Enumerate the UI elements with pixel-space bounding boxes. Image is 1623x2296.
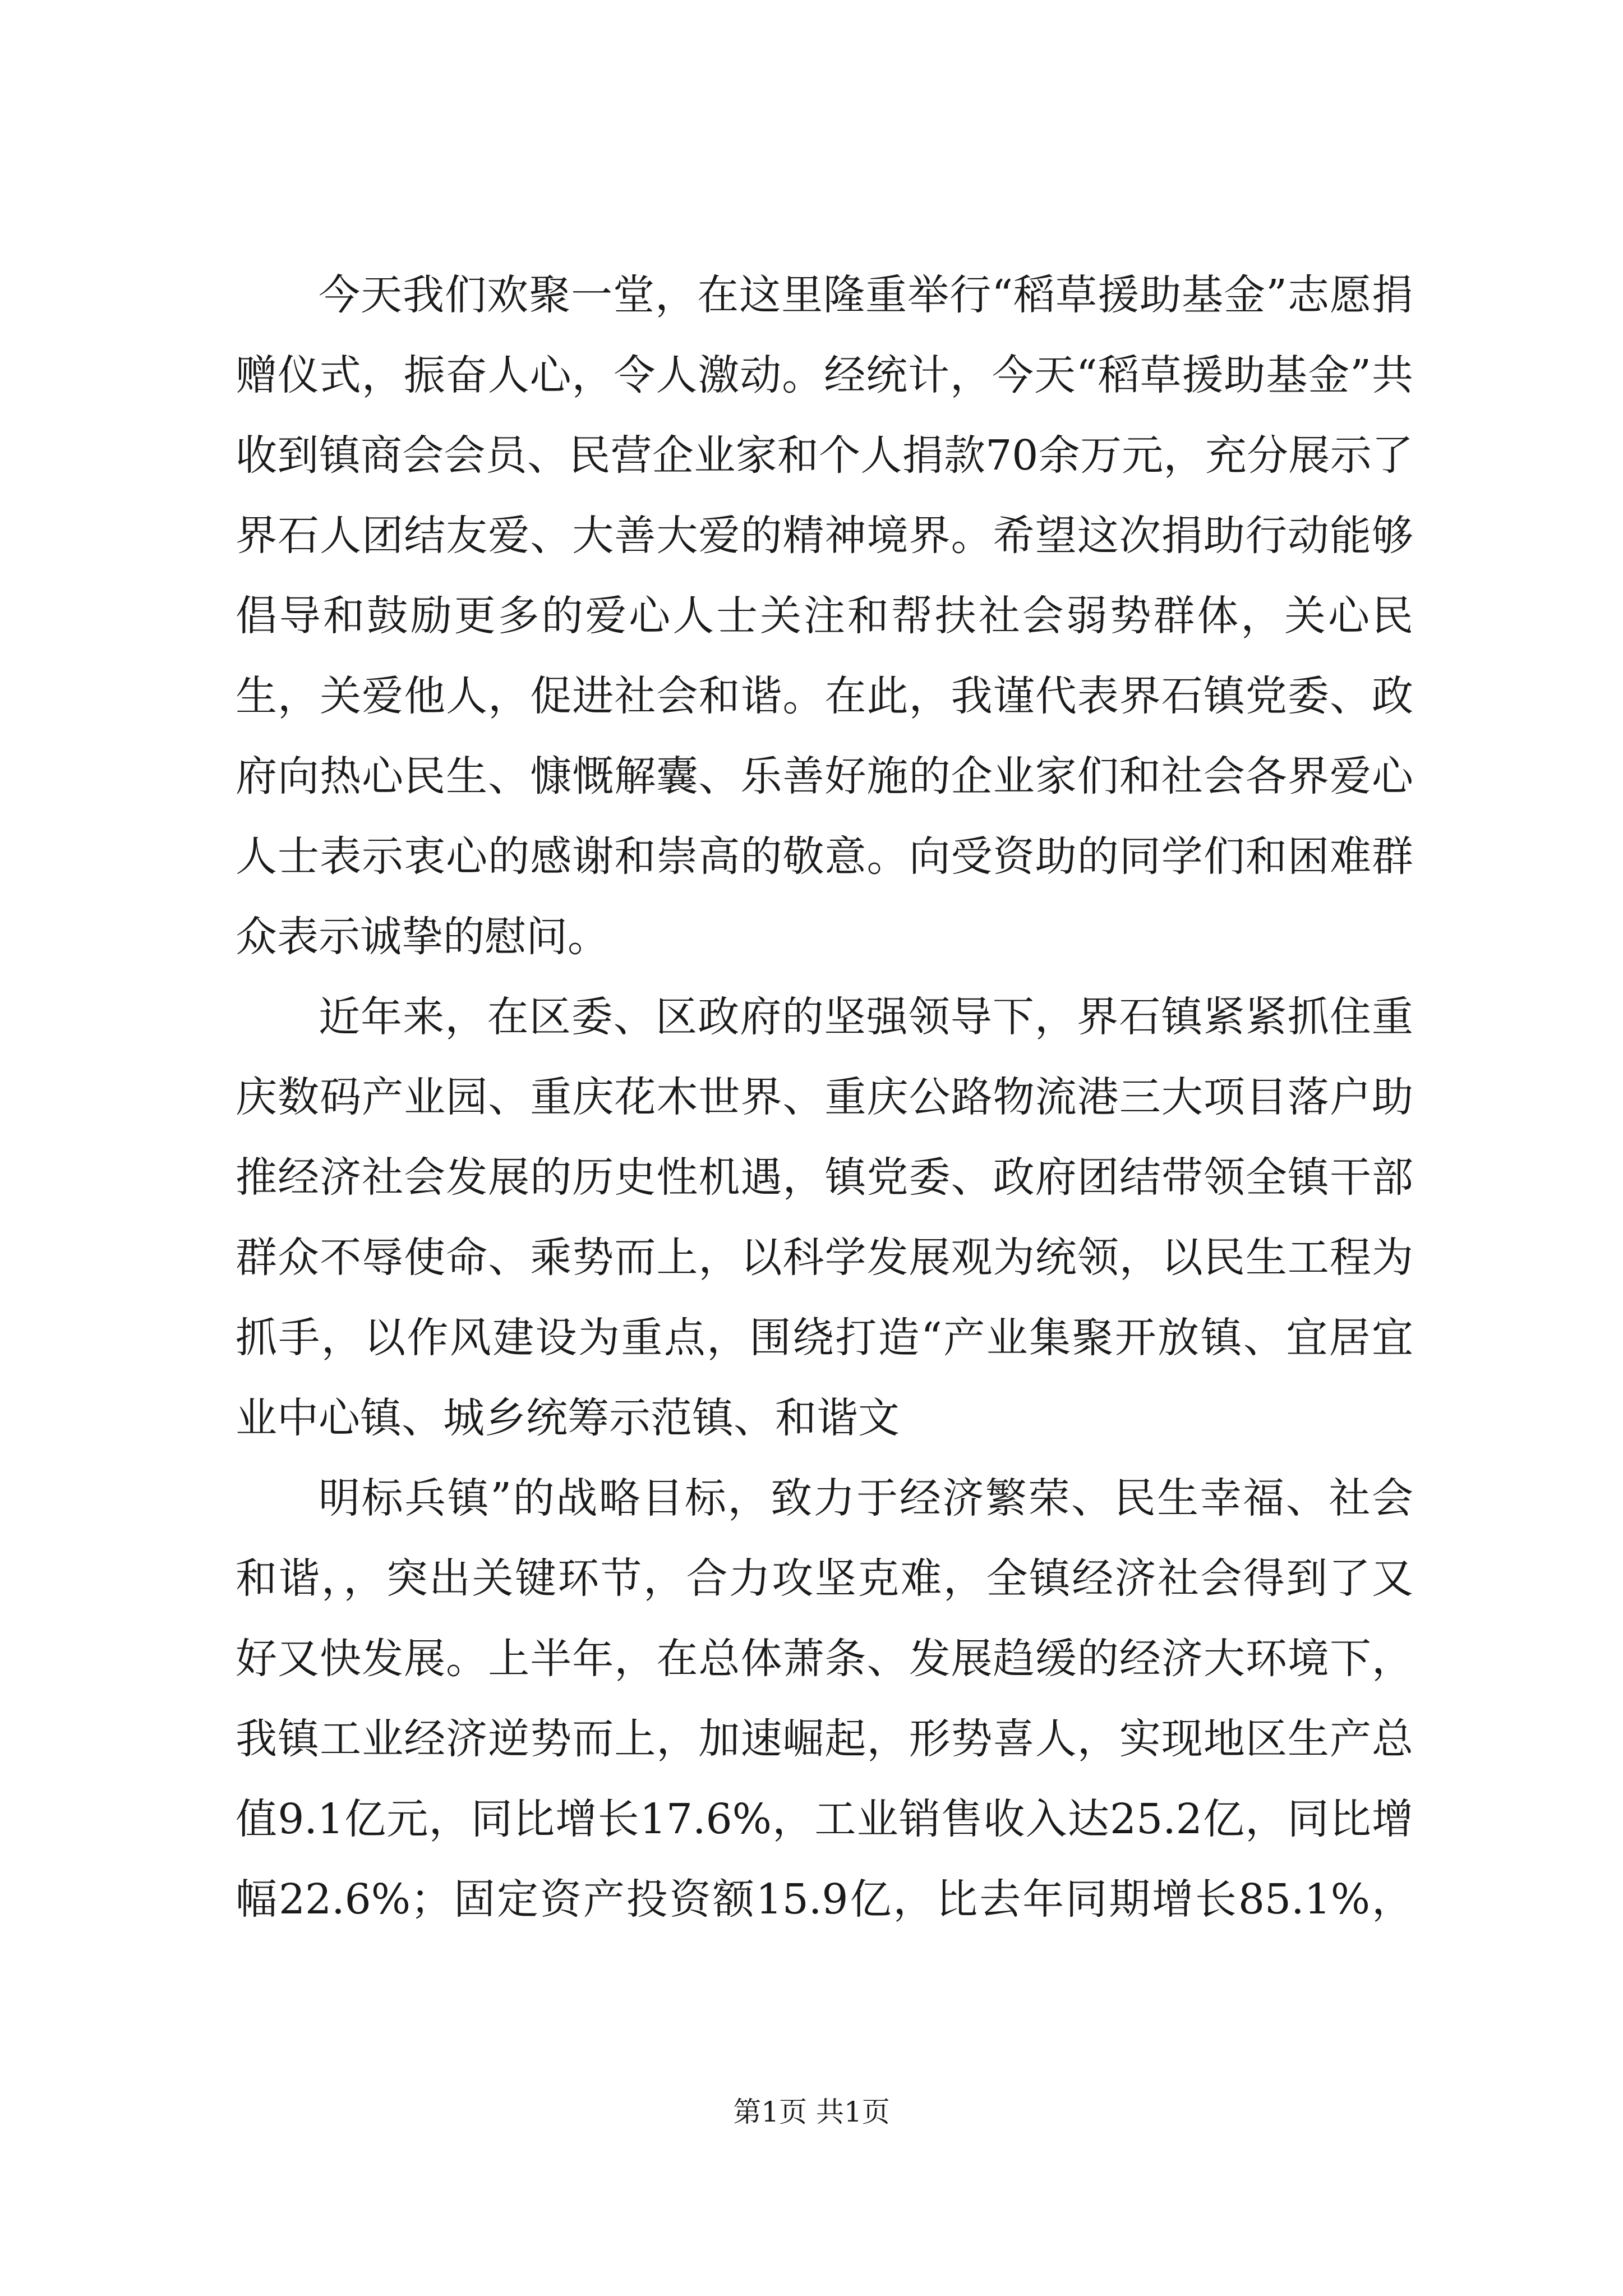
paragraph-2: 近年来，在区委、区政府的坚强领导下，界石镇紧紧抓住重庆数码产业园、重庆花木世界、重庆公路物流港三大项目落户助推经济社会发展的历史性机遇，镇党委、政府团结带领全镇干部群众不辱使命、乘势而上，以科学发展观为统领，以民生工程为抓手，以作风建设为重点，围绕打造“产业集聚开放镇、宜居宜业中心镇、城乡统筹示范镇、和谐文	[236, 993, 1413, 1442]
paragraph-1: 今天我们欢聚一堂，在这里隆重举行“稻草援助基金”志愿捐赠仪式，振奋人心，令人激动。经统计，今天“稻草援助基金”共收到镇商会会员、民营企业家和个人捐款70余万元，充分展示了界石人团结友爱、大善大爱的精神境界。希望这次捐助行动能够倡导和鼓励更多的爱心人士关注和帮扶社会弱势群体，关心民生，关爱他人，促进社会和谐。在此，我谨代表界石镇党委、政府向热心民生、慷慨解囊、乐善好施的企业家们和社会各界爱心人士表示衷心的感谢和崇高的敬意。向受资助的同学们和困难群众表示诚挚的慰问。	[236, 271, 1413, 961]
page-footer: 第1页 共1页	[733, 2096, 890, 2128]
document-body	[236, 255, 1413, 1940]
paragraph-3: 明标兵镇”的战略目标，致力于经济繁荣、民生幸福、社会和谐，，突出关键环节，合力攻坚克难，全镇经济社会得到了又好又快发展。上半年，在总体萧条、发展趋缓的经济大环境下，我镇工业经济逆势而上，加速崛起，形势喜人，实现地区生产总值9.1亿元，同比增长17.6%，工业销售收入达25.2亿，同比增幅22.6%；固定资产投资额15.9亿，比去年同期增长85.1%，	[236, 1474, 1413, 1924]
